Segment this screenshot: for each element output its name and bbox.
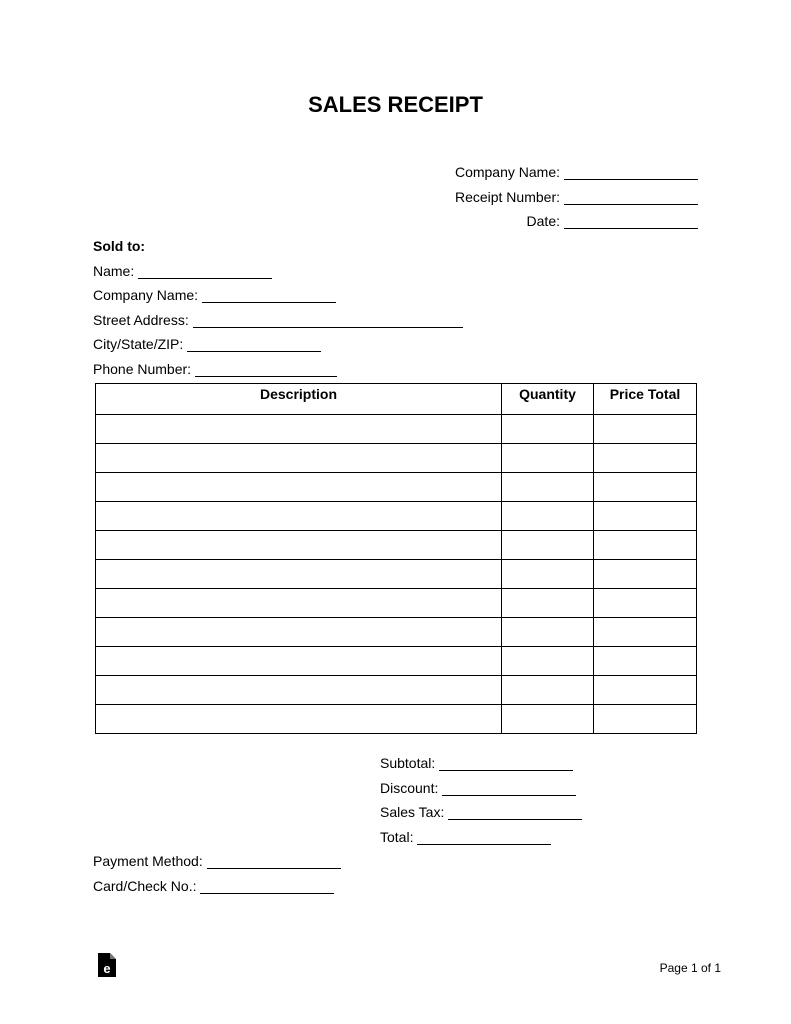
- quantity-cell[interactable]: [502, 560, 594, 589]
- quantity-cell[interactable]: [502, 647, 594, 676]
- receipt-title: SALES RECEIPT: [308, 92, 483, 117]
- price-total-cell[interactable]: [594, 502, 697, 531]
- buyer-company-name-field[interactable]: [202, 287, 336, 303]
- card-check-field[interactable]: [200, 878, 334, 894]
- price-total-cell[interactable]: [594, 473, 697, 502]
- total-row: [380, 825, 698, 850]
- column-header-quantity: Quantity: [502, 384, 594, 415]
- price-total-cell[interactable]: [594, 531, 697, 560]
- column-header-price-total: Price Total: [594, 384, 697, 415]
- payment-method-label: Payment Method:: [93, 853, 203, 870]
- subtotal-row: [380, 751, 698, 776]
- quantity-cell[interactable]: [502, 444, 594, 473]
- price-total-cell[interactable]: [594, 589, 697, 618]
- city-state-zip-row: [93, 332, 463, 357]
- phone-number-label: Phone Number:: [93, 360, 192, 377]
- sold-to-heading: Sold to:: [93, 238, 146, 255]
- buyer-info-section: [93, 234, 463, 381]
- subtotal-label: Subtotal:: [380, 755, 436, 772]
- total-field[interactable]: [417, 829, 551, 845]
- card-check-label: Card/Check No.:: [93, 877, 197, 894]
- description-cell[interactable]: [96, 705, 502, 734]
- items-table-header: [96, 384, 697, 415]
- receipt-number-field[interactable]: [564, 189, 698, 205]
- subtotal-field[interactable]: [439, 755, 573, 771]
- street-address-label: Street Address:: [93, 311, 189, 328]
- quantity-cell[interactable]: [502, 676, 594, 705]
- quantity-cell[interactable]: [502, 618, 594, 647]
- table-row: [96, 676, 697, 705]
- price-total-cell[interactable]: [594, 647, 697, 676]
- price-total-cell[interactable]: [594, 560, 697, 589]
- seller-info-section: [380, 160, 698, 234]
- price-total-cell[interactable]: [594, 676, 697, 705]
- items-table-body: [96, 415, 697, 734]
- eforms-logo-icon: [97, 952, 117, 978]
- buyer-name-row: [93, 259, 463, 284]
- description-cell[interactable]: [96, 676, 502, 705]
- discount-row: [380, 776, 698, 801]
- table-row: [96, 473, 697, 502]
- date-field[interactable]: [564, 213, 698, 229]
- phone-number-row: [93, 357, 463, 382]
- receipt-number-label: Receipt Number:: [454, 188, 560, 205]
- svg-text:e: e: [103, 961, 111, 976]
- buyer-company-name-row: [93, 283, 463, 308]
- quantity-cell[interactable]: [502, 502, 594, 531]
- quantity-cell[interactable]: [502, 473, 594, 502]
- seller-company-name-field[interactable]: [564, 164, 698, 180]
- description-cell[interactable]: [96, 647, 502, 676]
- quantity-cell[interactable]: [502, 705, 594, 734]
- street-address-row: [93, 308, 463, 333]
- quantity-cell[interactable]: [502, 589, 594, 618]
- price-total-cell[interactable]: [594, 415, 697, 444]
- card-check-row: [93, 874, 341, 899]
- page-number: Page 1 of 1: [659, 961, 721, 975]
- discount-field[interactable]: [442, 780, 576, 796]
- receipt-number-row: [380, 185, 698, 210]
- table-row: [96, 560, 697, 589]
- description-cell[interactable]: [96, 473, 502, 502]
- buyer-name-label: Name:: [93, 262, 135, 279]
- payment-section: [93, 849, 341, 898]
- sales-tax-row: [380, 800, 698, 825]
- table-row: [96, 444, 697, 473]
- city-state-zip-label: City/State/ZIP:: [93, 336, 184, 353]
- table-row: [96, 705, 697, 734]
- quantity-cell[interactable]: [502, 415, 594, 444]
- quantity-cell[interactable]: [502, 531, 594, 560]
- table-row: [96, 502, 697, 531]
- city-state-zip-field[interactable]: [187, 336, 321, 352]
- description-cell[interactable]: [96, 415, 502, 444]
- table-row: [96, 589, 697, 618]
- total-label: Total:: [380, 828, 414, 845]
- buyer-company-name-label: Company Name:: [93, 287, 199, 304]
- buyer-name-field[interactable]: [138, 263, 272, 279]
- phone-number-field[interactable]: [195, 361, 337, 377]
- price-total-cell[interactable]: [594, 618, 697, 647]
- price-total-cell[interactable]: [594, 444, 697, 473]
- description-cell[interactable]: [96, 560, 502, 589]
- seller-company-name-row: [380, 160, 698, 185]
- description-cell[interactable]: [96, 502, 502, 531]
- description-cell[interactable]: [96, 589, 502, 618]
- seller-company-name-label: Company Name:: [454, 164, 560, 181]
- payment-method-field[interactable]: [207, 853, 341, 869]
- street-address-field[interactable]: [193, 312, 463, 328]
- items-table: [95, 383, 697, 734]
- table-row: [96, 531, 697, 560]
- table-row: [96, 415, 697, 444]
- description-cell[interactable]: [96, 531, 502, 560]
- column-header-description: Description: [96, 384, 502, 415]
- description-cell[interactable]: [96, 618, 502, 647]
- date-label: Date:: [526, 213, 560, 230]
- sales-tax-label: Sales Tax:: [380, 804, 445, 821]
- description-cell[interactable]: [96, 444, 502, 473]
- discount-label: Discount:: [380, 779, 439, 796]
- sales-tax-field[interactable]: [448, 804, 582, 820]
- payment-method-row: [93, 849, 341, 874]
- table-row: [96, 618, 697, 647]
- table-row: [96, 647, 697, 676]
- totals-section: [380, 751, 698, 849]
- price-total-cell[interactable]: [594, 705, 697, 734]
- date-row: [380, 209, 698, 234]
